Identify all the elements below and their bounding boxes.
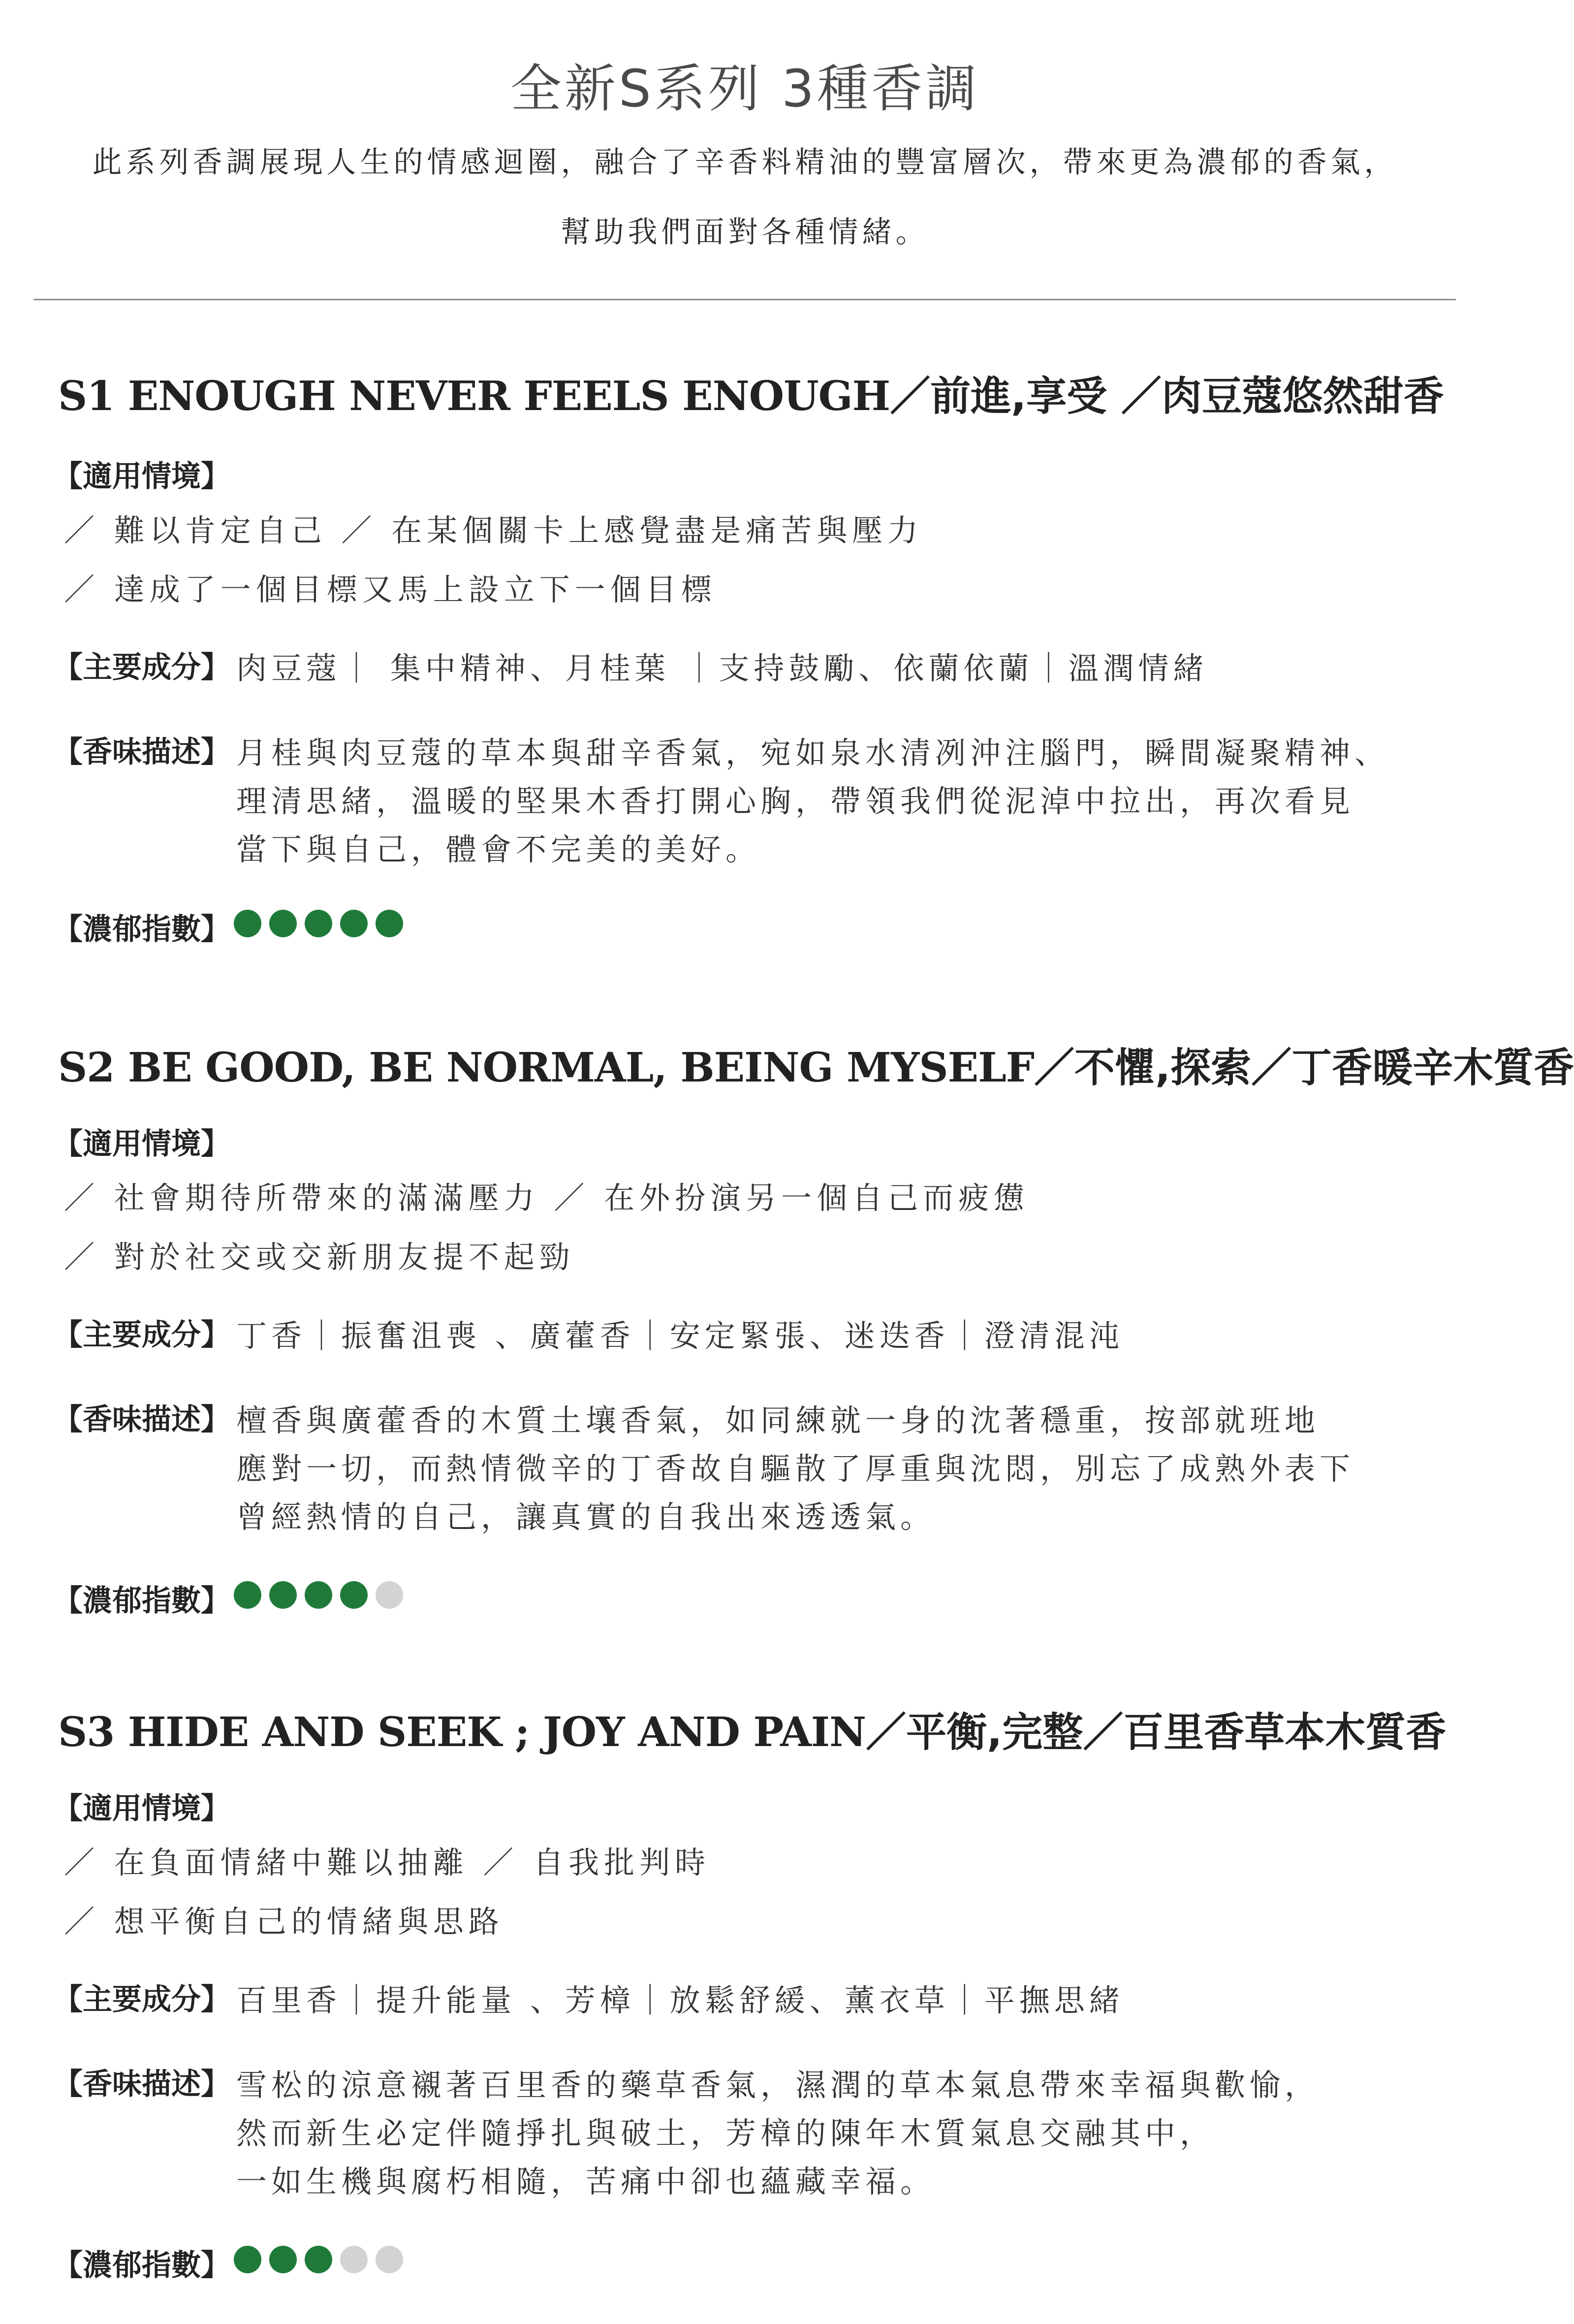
divider xyxy=(33,299,1456,300)
section-heading-zh: ／前進,享受 ／肉豆蔻悠然甜香 xyxy=(890,373,1444,420)
intensity-dot-filled xyxy=(269,2246,297,2273)
section-heading-en: S3 HIDE AND SEEK ; JOY AND PAIN xyxy=(58,1709,866,1756)
intensity-dot-filled xyxy=(234,910,261,937)
intensity-dot-empty xyxy=(376,2246,403,2273)
section-heading-en: S2 BE GOOD, BE NORMAL, BEING MYSELF xyxy=(58,1044,1034,1091)
ingredients-label: 【主要成分】 xyxy=(53,650,230,685)
intensity-dot-filled xyxy=(305,2246,332,2273)
page-title: 全新S系列 3種香調 xyxy=(510,59,980,119)
intensity-dot-empty xyxy=(340,2246,368,2273)
intensity-dot-filled xyxy=(234,1581,261,1609)
ingredients-label: 【主要成分】 xyxy=(53,1982,230,2017)
description-label: 【香味描述】 xyxy=(53,735,230,769)
intensity-label: 【濃郁指數】 xyxy=(53,1584,230,1618)
description-line: 曾經熱情的自己，讓真實的自我出來透透氣。 xyxy=(236,1499,936,1535)
intensity-dot-filled xyxy=(269,1581,297,1609)
scenario-line: ／ 社會期待所帶來的滿滿壓力 ／ 在外扮演另一個自己而疲憊 xyxy=(64,1180,1030,1216)
scenario-line: ／ 想平衡自己的情緒與思路 xyxy=(64,1904,504,1940)
intensity-dot-filled xyxy=(305,910,332,937)
ingredients-text: 丁香｜振奮沮喪 、廣藿香｜安定緊張、迷迭香｜澄清混沌 xyxy=(236,1318,1124,1354)
section-heading-zh: ／平衡,完整／百里香草本木質香 xyxy=(866,1709,1447,1756)
description-line: 月桂與肉豆蔻的草本與甜辛香氣，宛如泉水清冽沖注腦門，瞬間凝聚精神、 xyxy=(236,735,1390,771)
intensity-dots xyxy=(234,2246,403,2273)
intro-line: 此系列香調展現人生的情感迴圈，融合了辛香料精油的豐富層次，帶來更為濃郁的香氣， xyxy=(92,145,1398,180)
intensity-dot-filled xyxy=(234,2246,261,2273)
ingredients-label: 【主要成分】 xyxy=(53,1318,230,1352)
section-heading-zh: ／不懼,探索／丁香暖辛木質香 xyxy=(1034,1045,1574,1091)
intensity-dot-filled xyxy=(340,910,368,937)
scenario-line: ／ 達成了一個目標又馬上設立下一個目標 xyxy=(64,572,717,607)
intro-line: 幫助我們面對各種情緒。 xyxy=(561,215,929,250)
intensity-dot-filled xyxy=(305,1581,332,1609)
intensity-dot-filled xyxy=(340,1581,368,1609)
scenario-label: 【適用情境】 xyxy=(53,459,230,494)
section-heading xyxy=(58,1700,1446,1758)
description-line: 檀香與廣藿香的木質土壤香氣，如同練就一身的沈著穩重，按部就班地 xyxy=(236,1402,1320,1438)
description-line: 理清思緒，溫暖的堅果木香打開心胸，帶領我們從泥淖中拉出，再次看見 xyxy=(236,783,1355,819)
description-label: 【香味描述】 xyxy=(53,2067,230,2101)
intensity-dots xyxy=(234,910,403,937)
description-line: 雪松的涼意襯著百里香的藥草香氣，濕潤的草本氣息帶來幸福與歡愉， xyxy=(236,2067,1320,2103)
intensity-dot-filled xyxy=(269,910,297,937)
scenario-line: ／ 對於社交或交新朋友提不起勁 xyxy=(64,1239,575,1275)
description-line: 一如生機與腐朽相隨，苦痛中卻也蘊藏幸福。 xyxy=(236,2164,936,2199)
section-heading xyxy=(58,1036,1574,1093)
intensity-dot-empty xyxy=(376,1581,403,1609)
section-heading-en: S1 ENOUGH NEVER FEELS ENOUGH xyxy=(58,373,890,420)
description-line: 然而新生必定伴隨掙扎與破土，芳樟的陳年木質氣息交融其中， xyxy=(236,2115,1215,2151)
scenario-label: 【適用情境】 xyxy=(53,1791,230,1826)
ingredients-text: 肉豆蔻｜ 集中精神、月桂葉 ｜支持鼓勵、依蘭依蘭｜溫潤情緒 xyxy=(236,650,1208,686)
description-line: 應對一切，而熱情微辛的丁香故自驅散了厚重與沈悶，別忘了成熟外表下 xyxy=(236,1451,1355,1487)
scenario-line: ／ 難以肯定自己 ／ 在某個關卡上感覺盡是痛苦與壓力 xyxy=(64,512,923,548)
intensity-label: 【濃郁指數】 xyxy=(53,2248,230,2283)
scenario-line: ／ 在負面情緒中難以抽離 ／ 自我批判時 xyxy=(64,1845,711,1880)
intensity-dots xyxy=(234,1581,403,1609)
intensity-label: 【濃郁指數】 xyxy=(53,912,230,947)
section-heading xyxy=(58,364,1444,422)
description-label: 【香味描述】 xyxy=(53,1402,230,1437)
intensity-dot-filled xyxy=(376,910,403,937)
description-line: 當下與自己，體會不完美的美好。 xyxy=(236,831,761,867)
scenario-label: 【適用情境】 xyxy=(53,1127,230,1161)
ingredients-text: 百里香｜提升能量 、芳樟｜放鬆舒緩、薰衣草｜平撫思緒 xyxy=(236,1982,1124,2018)
